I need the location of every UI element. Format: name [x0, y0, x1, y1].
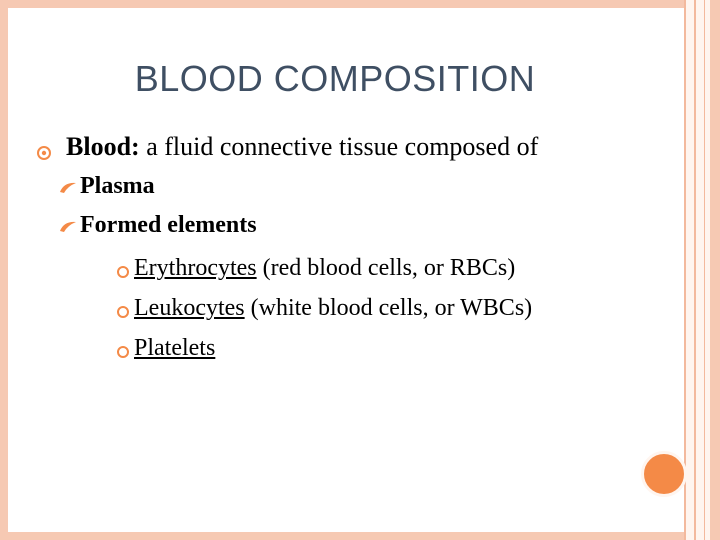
- item-plasma: Plasma: [80, 173, 155, 199]
- term-platelets: Platelets: [134, 335, 216, 361]
- item-formed-elements: Formed elements: [80, 212, 257, 238]
- frame-right-line: [704, 0, 705, 540]
- bullet-line-erythrocytes: [116, 255, 515, 282]
- circle-bullet-icon: [116, 339, 130, 353]
- term-leukocytes: Leukocytes: [134, 295, 245, 321]
- sun-bullet-icon: [36, 138, 52, 154]
- leukocytes-description: (white blood cells, or WBCs): [244, 295, 533, 321]
- slide-title: BLOOD COMPOSITION: [134, 58, 536, 99]
- erythrocytes-description: (red blood cells, or RBCs): [256, 255, 516, 281]
- frame-top-border: [0, 0, 720, 8]
- frame-bottom-border: [0, 532, 720, 540]
- wing-bullet-icon: [58, 215, 78, 231]
- bullet-line-blood: [36, 132, 538, 162]
- circle-bullet-icon: [116, 259, 130, 273]
- wing-bullet-icon: [58, 176, 78, 192]
- frame-right-edge: [710, 0, 720, 540]
- accent-dot: [641, 451, 687, 497]
- term-blood: Blood:: [66, 132, 140, 161]
- definition-text: a fluid connective tissue composed of: [139, 132, 539, 161]
- term-erythrocytes: Erythrocytes: [134, 255, 257, 281]
- bullet-line-leukocytes: [116, 295, 532, 322]
- frame-right-line: [694, 0, 696, 540]
- circle-bullet-icon: [116, 299, 130, 313]
- bullet-line-formed-elements: [58, 212, 257, 239]
- bullet-line-platelets: [116, 335, 215, 362]
- bullet-line-plasma: [58, 173, 155, 200]
